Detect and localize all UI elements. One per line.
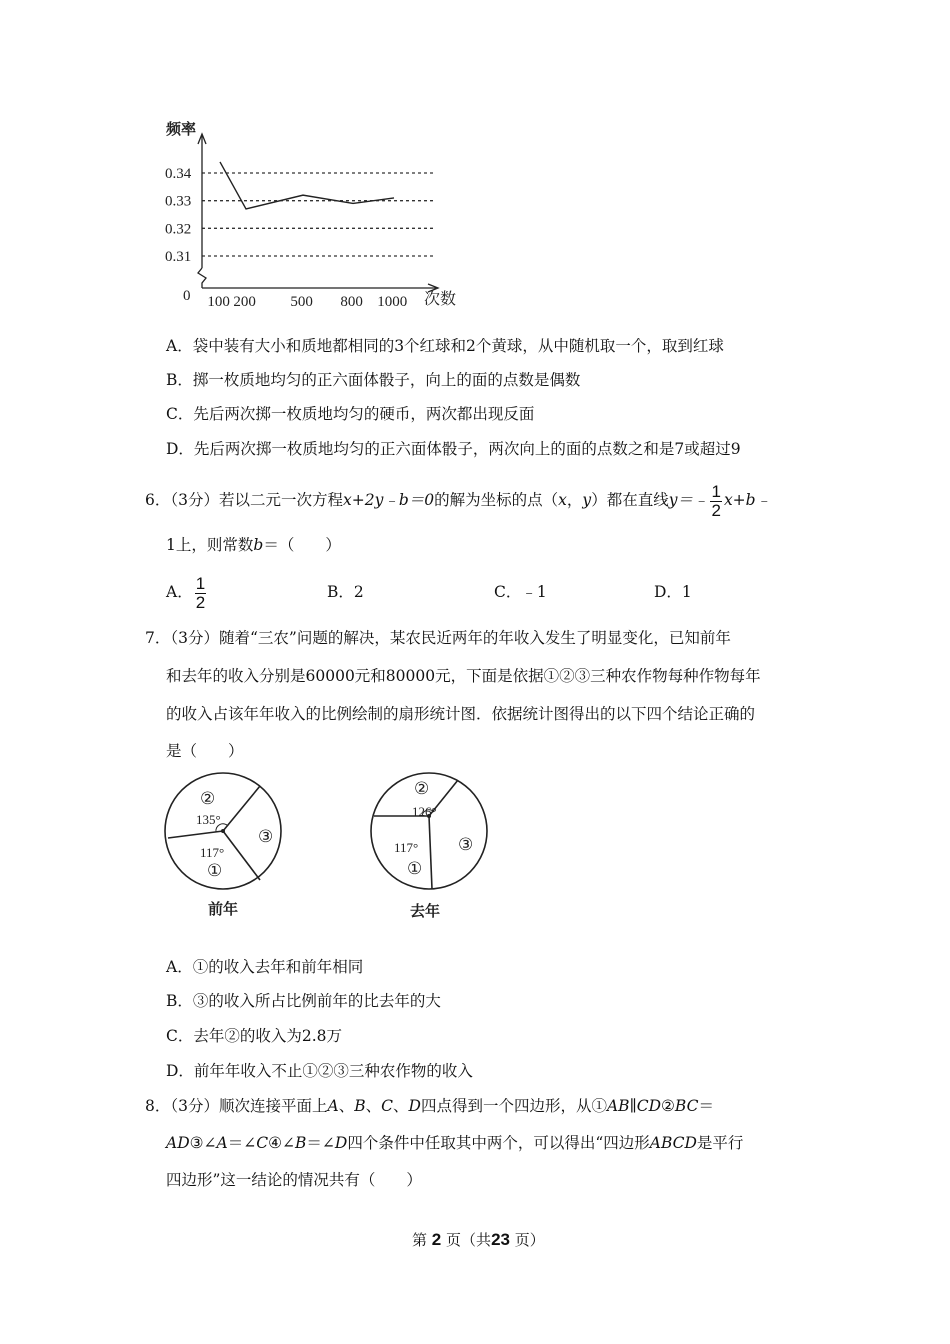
- fraction-denominator: 2: [195, 592, 206, 612]
- q6-option-a: [166, 570, 208, 614]
- q7-option-d: D．前年年收入不止①②③三种农作物的收入: [166, 1062, 473, 1080]
- q5-option-a: A．袋中装有大小和质地都相同的3个红球和2个黄球，从中随机取一个，取到红球: [166, 337, 724, 355]
- y-tick-labels: [165, 166, 192, 265]
- q6-line-lhs: y＝﹣: [668, 491, 709, 509]
- page-number: 2: [431, 1230, 442, 1249]
- q7-line4: 是（ ）: [166, 742, 244, 760]
- pie-label-1: ①: [407, 859, 423, 878]
- q6-option-a-fraction: [195, 575, 206, 612]
- pie-caption: 前年: [208, 902, 239, 918]
- q8-text-3: 四个条件中任取其中两个，可以得出“四边形: [347, 1134, 650, 1152]
- q7-option-b: B．③的收入所占比例前年的比去年的大: [166, 992, 441, 1010]
- frequency-chart: [150, 118, 470, 316]
- condition-2-marker: ②: [661, 1097, 675, 1115]
- point-d: D: [408, 1097, 421, 1115]
- q8-line1: [145, 1096, 714, 1116]
- pie-radius: [168, 831, 223, 838]
- q6-number: 6．: [145, 491, 171, 509]
- x-tick-label: 500: [290, 294, 313, 310]
- chart-series: [220, 162, 394, 209]
- pie-center: [221, 829, 225, 833]
- equals: ＝: [698, 1097, 714, 1115]
- q6-x: x: [558, 491, 567, 509]
- pie-angle-2: 135°: [196, 812, 221, 827]
- q6-option-d: D．1: [654, 583, 692, 601]
- fraction-denominator: 2: [711, 500, 721, 520]
- point-c: C: [381, 1097, 393, 1115]
- x-tick-labels: [207, 294, 407, 310]
- q6-text: （3分）若以二元一次方程: [170, 491, 343, 509]
- fraction-numerator: 1: [195, 573, 206, 593]
- x-tick-label: 1000: [377, 294, 408, 310]
- quadrilateral-abcd: ABCD: [649, 1134, 697, 1152]
- q6-line1: [145, 478, 771, 522]
- separator: 、: [393, 1097, 409, 1115]
- q6-line2-text: 1上，则常数: [166, 536, 254, 554]
- pie-radius: [223, 786, 260, 831]
- page-footer: [412, 1229, 545, 1250]
- condition-ab-parallel-cd: AB∥CD: [606, 1097, 661, 1115]
- footer-text-3: 页）: [514, 1231, 545, 1249]
- equals-angle: ＝∠: [227, 1134, 257, 1152]
- x-tick-label: 200: [233, 294, 256, 310]
- x-tick-label: 100: [207, 294, 230, 310]
- q6-option-b: B．2: [327, 583, 364, 601]
- q8-text-4: 是平行: [696, 1134, 744, 1152]
- separator: 、: [338, 1097, 355, 1115]
- pie-label-2: ②: [414, 779, 430, 798]
- q8-text-2: 四点得到一个四边形，从①: [420, 1097, 607, 1115]
- q7-option-a: A．①的收入去年和前年相同: [166, 958, 364, 976]
- q5-option-c: C．先后两次掷一枚质地均匀的硬币，两次都出现反面: [166, 405, 535, 423]
- q8-number: 8．: [145, 1097, 171, 1115]
- q6-fraction: [710, 483, 721, 520]
- pie-angle-1: 117°: [200, 845, 225, 860]
- y-tick-label: 0.33: [165, 193, 192, 210]
- pie-label-3: ③: [258, 827, 274, 846]
- q8-line3: 四边形”这一结论的情况共有（ ）: [166, 1171, 422, 1189]
- pie-radius: [223, 831, 260, 880]
- segment-bc: BC: [674, 1097, 699, 1115]
- q6-option-a-label: A．: [166, 583, 193, 601]
- footer-text-2: 页（共: [446, 1231, 492, 1249]
- total-pages: 23: [491, 1230, 510, 1249]
- point-a: A: [327, 1097, 339, 1115]
- equals-angle: ＝∠: [306, 1134, 335, 1152]
- angle-b: B: [294, 1134, 307, 1152]
- q6-option-c: C．﹣1: [494, 583, 547, 601]
- q5-option-d: D．先后两次掷一枚质地均匀的正六面体骰子，两次向上的面的点数之和是7或超过9: [166, 440, 741, 458]
- y-tick-label: 0.31: [165, 249, 192, 265]
- point-b: B: [354, 1097, 366, 1115]
- q6-text-2: 的解为坐标的点（: [434, 491, 559, 509]
- q6-line-rhs: x+b﹣: [723, 491, 772, 509]
- condition-3-marker: ③∠: [189, 1134, 217, 1152]
- pie-label-2: ②: [200, 789, 216, 808]
- pie-angle-1: 117°: [394, 840, 419, 855]
- origin-label: 0: [183, 288, 191, 304]
- condition-4-marker: ④∠: [268, 1134, 295, 1152]
- q7-line1: 7．（3分）随着“三农”问题的解决，某农民近两年的年收入发生了明显变化，已知前年: [145, 629, 731, 647]
- frequency-line: [220, 162, 394, 209]
- q6-b: b: [253, 536, 264, 554]
- q7-line2: 和去年的收入分别是60000元和80000元，下面是依据①②③三种农作物每种作物每年: [166, 667, 761, 685]
- angle-a: A: [216, 1134, 228, 1152]
- q6-blank: ＝（ ）: [263, 536, 341, 554]
- x-tick-label: 800: [340, 294, 363, 310]
- y-axis-label: 频率: [166, 122, 197, 138]
- pie-caption: 去年: [410, 904, 441, 920]
- chart-axes: [198, 134, 438, 292]
- q8-text: （3分）顺次连接平面上: [170, 1097, 328, 1115]
- q6-text-3: ）都在直线: [591, 491, 669, 509]
- q6-equation: x+2y﹣b＝0: [343, 491, 435, 509]
- q8-line2: [166, 1133, 743, 1153]
- x-axis-label: 次数: [424, 291, 457, 308]
- angle-c: C: [256, 1134, 269, 1152]
- y-tick-label: 0.34: [165, 166, 192, 182]
- y-tick-label: 0.32: [165, 221, 192, 238]
- angle-d: D: [334, 1134, 348, 1152]
- separator: 、: [365, 1097, 382, 1115]
- fraction-numerator: 1: [711, 481, 721, 501]
- q7-line3: 的收入占该年年收入的比例绘制的扇形统计图．依据统计图得出的以下四个结论正确的: [166, 705, 756, 723]
- pie-label-3: ③: [458, 835, 474, 854]
- q6-y: y: [582, 491, 592, 509]
- pie-chart-last-year: [366, 766, 496, 924]
- chart-gridlines: [202, 173, 434, 256]
- pie-radius: [429, 816, 432, 889]
- q6-comma: ，: [566, 491, 583, 509]
- footer-text: 第: [412, 1231, 428, 1249]
- q6-line2: [166, 535, 341, 555]
- q5-option-b: B．掷一枚质地均匀的正六面体骰子，向上的面的点数是偶数: [166, 371, 581, 389]
- segment-ad: AD: [166, 1134, 190, 1152]
- pie-chart-previous-year: [160, 768, 290, 923]
- pie-angle-2: 126°: [412, 804, 437, 819]
- q7-option-c: C．去年②的收入为2.8万: [166, 1027, 343, 1045]
- pie-label-1: ①: [207, 861, 223, 880]
- y-axis-break: [198, 268, 206, 288]
